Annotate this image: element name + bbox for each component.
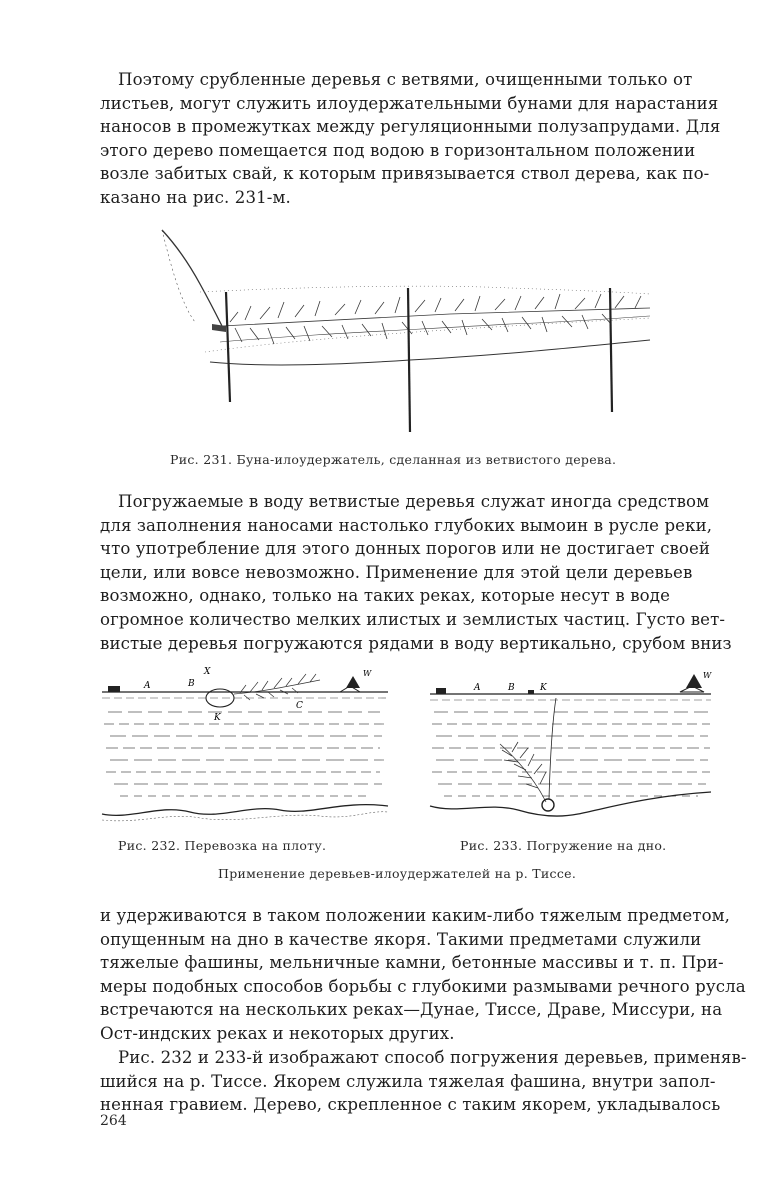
text-line: возможно, однако, только на таких реках, которые несут в воде <box>100 586 670 606</box>
text-line: этого дерево помещается под водою в горизонтальном положении <box>100 140 696 160</box>
figure-233-caption: Рис. 233. Погружение на дно. <box>460 838 667 853</box>
figure-232-caption: Рис. 232. Перевозка на плоту. <box>118 838 327 853</box>
text-line: встречаются на нескольких реках—Дунае, Тиссе, Драве, Миссури, на <box>100 1000 723 1020</box>
text-line: возле забитых свай, к которым привязывается ствол дерева, как по- <box>100 164 710 184</box>
text-line: наносов в промежутках между регуляционными полузапрудами. Для <box>100 117 721 137</box>
fig232-label-c: C <box>296 701 303 711</box>
fig232-label-b: B <box>188 679 195 689</box>
figure-233-illustration <box>428 664 713 826</box>
fig233-label-a: A <box>474 683 481 693</box>
text-line: и удерживаются в таком положении каким-либо тяжелым предметом, <box>100 906 731 925</box>
text-line: для заполнения наносами настолько глубоких вымоин в русле реки, <box>100 515 713 535</box>
fig233-label-b: B <box>508 683 515 693</box>
figure-231-illustration <box>150 222 655 432</box>
text-line: что употребление для этого донных порогов или не достигает своей <box>100 539 711 559</box>
text-line: меры подобных способов борьбы с глубокими размывами речного русла <box>100 976 746 996</box>
text-line: Ост-индских реках и некоторых других. <box>100 1023 455 1043</box>
text-line: листьев, могут служить илоудержательными бунами для нарастания <box>100 93 719 113</box>
fig232-label-x: X <box>204 667 211 677</box>
text-line: вистые деревья погружаются рядами в воду вертикально, срубом вниз <box>100 633 732 653</box>
text-line: огромное количество мелких илистых и землистых частиц. Густо вет- <box>100 609 726 629</box>
text-line: цели, или вовсе невозможно. Применение для этой цели деревьев <box>100 562 693 582</box>
figure-231-caption: Рис. 231. Буна-илоудержатель, сделанная из ветвистого дерева. <box>170 452 617 467</box>
text-line: Погружаемые в воду ветвистые деревья служат иногда средством <box>118 492 710 511</box>
fig232-label-k: K <box>214 713 221 723</box>
text-line: тяжелые фашины, мельничные камни, бетонные массивы и т. п. При- <box>100 953 724 973</box>
fig232-label-a: A <box>144 681 151 691</box>
text-line: опущенным на дно в качестве якоря. Такими предметами служили <box>100 929 702 949</box>
paragraph-2 <box>100 490 732 655</box>
figure-232-illustration <box>100 664 390 826</box>
text-line: шийся на р. Тиссе. Якорем служила тяжелая фашина, внутри запол- <box>100 1071 716 1091</box>
text-line: ненная гравием. Дерево, скрепленное с таким якорем, укладывалось <box>100 1095 721 1115</box>
text-line: Поэтому срубленные деревья с ветвями, очищенными только от <box>118 70 693 89</box>
paragraph-3 <box>100 904 746 1046</box>
text-line: Рис. 232 и 233-й изображают способ погружения деревьев, применяв- <box>118 1048 747 1067</box>
page-number: 264 <box>100 1113 127 1129</box>
text-line: казано на рис. 231-м. <box>100 187 291 207</box>
paragraph-4 <box>100 1046 747 1117</box>
joint-caption: Применение деревьев-илоудержателей на р. Тиссе. <box>218 866 577 881</box>
fig232-label-w: W <box>363 669 372 678</box>
paragraph-1 <box>100 68 721 210</box>
fig233-label-k: K <box>540 683 547 693</box>
fig233-label-w: W <box>703 671 712 680</box>
